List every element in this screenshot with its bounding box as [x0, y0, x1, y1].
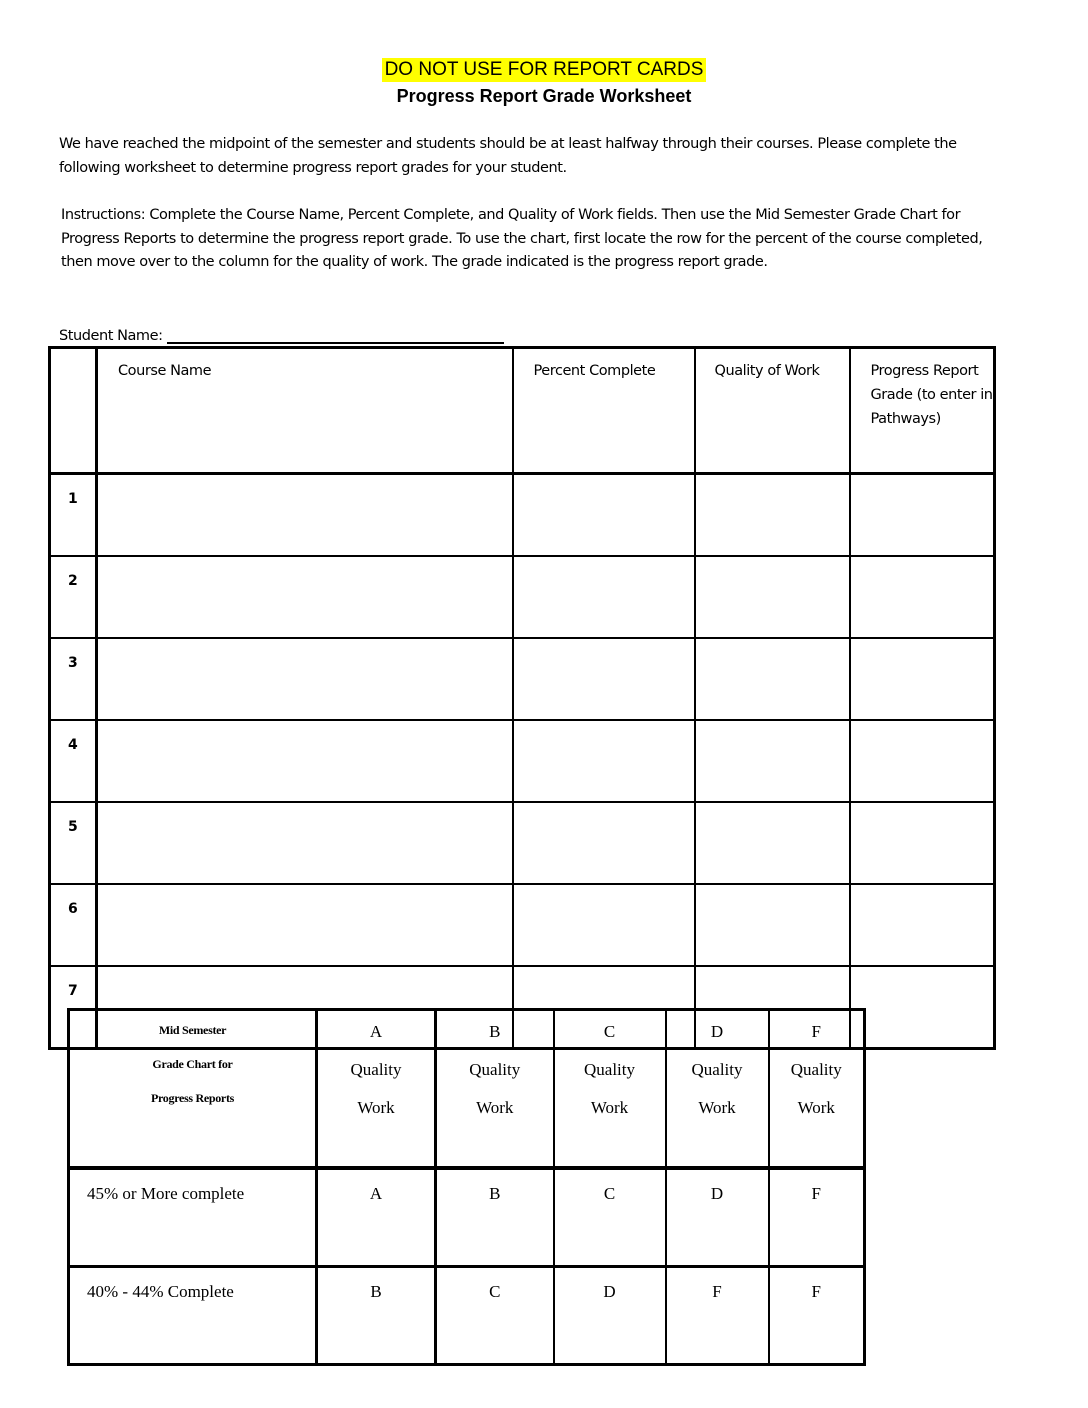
quality-column-b: B Quality Work	[436, 1010, 554, 1169]
progress-grade-cell[interactable]	[850, 474, 995, 557]
completion-range-label: 45% or More complete	[69, 1168, 317, 1267]
course-worksheet-table	[48, 346, 996, 1050]
progress-grade-cell[interactable]	[850, 802, 995, 884]
course-name-cell[interactable]	[97, 474, 513, 557]
grade-value: A	[317, 1168, 436, 1267]
table-row	[50, 638, 995, 720]
grade-value: F	[666, 1267, 769, 1365]
quality-of-work-cell[interactable]	[695, 884, 850, 966]
grade-chart-row	[69, 1267, 865, 1365]
student-name-field	[59, 324, 504, 344]
quality-of-work-cell[interactable]	[695, 474, 850, 557]
table-row	[50, 474, 995, 557]
grade-value: B	[317, 1267, 436, 1365]
course-name-cell[interactable]	[97, 802, 513, 884]
grade-value: F	[769, 1168, 865, 1267]
intro-paragraph: We have reached the midpoint of the semester and students should be at least halfway through their courses. Please complete the following worksheet to determine progress report grades for your student.	[59, 136, 957, 176]
row-number-header	[50, 348, 97, 474]
quality-of-work-cell[interactable]	[695, 802, 850, 884]
progress-grade-cell[interactable]	[850, 556, 995, 638]
completion-range-label: 40% - 44% Complete	[69, 1267, 317, 1365]
course-name-cell[interactable]	[97, 638, 513, 720]
grade-chart-title: Mid Semester Grade Chart for Progress Reports	[69, 1010, 317, 1169]
progress-report-grade-header: Progress Report Grade (to enter in Pathways)	[850, 348, 995, 474]
progress-grade-cell[interactable]	[850, 638, 995, 720]
grade-value: D	[666, 1168, 769, 1267]
grade-value: B	[436, 1168, 554, 1267]
quality-column-d: D Quality Work	[666, 1010, 769, 1169]
quality-of-work-cell[interactable]	[695, 638, 850, 720]
quality-of-work-cell[interactable]	[695, 556, 850, 638]
percent-complete-cell[interactable]	[513, 720, 695, 802]
warning-banner: DO NOT USE FOR REPORT CARDS	[382, 58, 707, 82]
course-name-cell[interactable]	[97, 556, 513, 638]
grade-value: D	[554, 1267, 666, 1365]
table-row	[50, 556, 995, 638]
row-number: 3	[50, 638, 97, 720]
row-number: 6	[50, 884, 97, 966]
quality-column-f: F Quality Work	[769, 1010, 865, 1169]
table-row	[50, 720, 995, 802]
quality-of-work-header: Quality of Work	[695, 348, 850, 474]
page-title: Progress Report Grade Worksheet	[396, 86, 692, 106]
course-name-header: Course Name	[97, 348, 513, 474]
percent-complete-header: Percent Complete	[513, 348, 695, 474]
student-name-input[interactable]	[167, 324, 504, 344]
course-name-cell[interactable]	[97, 884, 513, 966]
progress-grade-cell[interactable]	[850, 966, 995, 1049]
row-number: 1	[50, 474, 97, 557]
quality-column-c: C Quality Work	[554, 1010, 666, 1169]
grade-value: F	[769, 1267, 865, 1365]
student-name-label: Student Name:	[59, 328, 163, 344]
grade-value: C	[436, 1267, 554, 1365]
table-row	[50, 802, 995, 884]
row-number: 7	[50, 966, 97, 1049]
grade-chart-header-row	[69, 1010, 865, 1169]
progress-grade-cell[interactable]	[850, 720, 995, 802]
table-row	[50, 884, 995, 966]
percent-complete-cell[interactable]	[513, 556, 695, 638]
percent-complete-cell[interactable]	[513, 474, 695, 557]
percent-complete-cell[interactable]	[513, 638, 695, 720]
row-number: 4	[50, 720, 97, 802]
row-number: 2	[50, 556, 97, 638]
instructions-paragraph: Instructions: Complete the Course Name, Percent Complete, and Quality of Work fields. Then use the Mid Semester Grade Chart for Progress Reports to determine the progress report grade. To use the chart, first locate the row for the percent of the course completed, then move over to the column for the quality of work. The grade indicated is the progress report grade.	[61, 207, 983, 270]
quality-column-a: A Quality Work	[317, 1010, 436, 1169]
percent-complete-cell[interactable]	[513, 802, 695, 884]
course-name-cell[interactable]	[97, 720, 513, 802]
row-number: 5	[50, 802, 97, 884]
percent-complete-cell[interactable]	[513, 884, 695, 966]
quality-of-work-cell[interactable]	[695, 720, 850, 802]
grade-chart-table	[67, 1008, 866, 1366]
grade-value: C	[554, 1168, 666, 1267]
grade-chart-row	[69, 1168, 865, 1267]
progress-grade-cell[interactable]	[850, 884, 995, 966]
worksheet-header-row	[50, 348, 995, 474]
document-header	[0, 58, 1088, 108]
